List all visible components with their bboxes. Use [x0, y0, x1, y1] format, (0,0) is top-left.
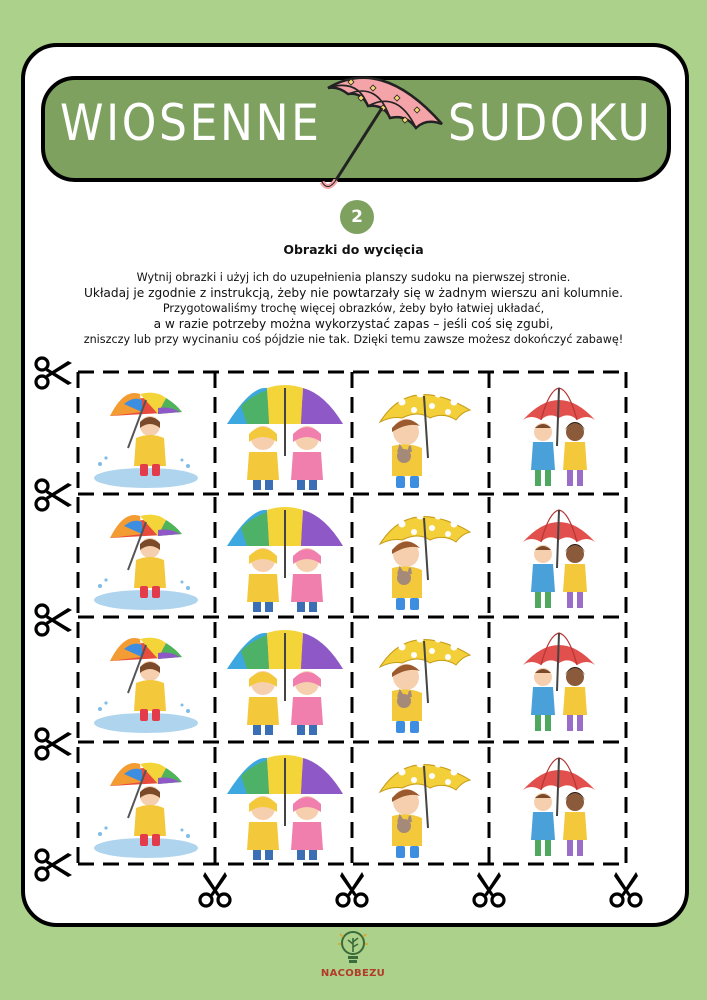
boy-yellow-umbrella-cat-picture [358, 376, 486, 494]
page-number-badge: 2 [340, 200, 374, 234]
scissors-icon [34, 848, 74, 882]
girl-rainbow-umbrella-puddle-picture [84, 746, 212, 864]
boy-yellow-umbrella-cat-picture [358, 621, 486, 739]
scissors-icon [335, 872, 369, 910]
girl-rainbow-umbrella-puddle-picture [84, 376, 212, 494]
scissors-icon [34, 478, 74, 512]
scissors-icon [34, 356, 74, 390]
instruction-line: zniszczy lub przy wycinaniu coś pójdzie nie tak. Dzięki temu zawsze możesz dokończyć zabawę! [83, 333, 624, 346]
two-kids-red-umbrella-picture [495, 498, 623, 616]
two-girls-rainbow-umbrella-picture [221, 498, 349, 616]
boy-yellow-umbrella-cat-picture [358, 498, 486, 616]
two-kids-red-umbrella-picture [495, 376, 623, 494]
scissors-icon [609, 872, 643, 910]
scissors-icon [472, 872, 506, 910]
two-girls-rainbow-umbrella-picture [221, 746, 349, 864]
title-right: SUDOKU [448, 94, 653, 152]
umbrella-icon [318, 68, 446, 194]
instruction-line: Przygotowaliśmy trochę więcej obrazków, żeby było łatwiej układać, [162, 302, 545, 315]
instruction-line: a w razie potrzeby można wykorzystać zapas – jeśli coś się zgubi, [153, 316, 554, 331]
subtitle: Obrazki do wycięcia [283, 242, 424, 257]
instruction-line: Wytnij obrazki i użyj ich do uzupełnienia planszy sudoku na pierwszej stronie. [136, 271, 571, 284]
title-left: WIOSENNE [60, 94, 322, 152]
lightbulb-tree-icon [338, 930, 368, 966]
two-kids-red-umbrella-picture [495, 746, 623, 864]
scissors-icon [198, 872, 232, 910]
scissors-icon [34, 727, 74, 761]
instructions [30, 270, 677, 348]
nacobezu-logo [318, 928, 388, 988]
logo-text: NACOBEZU [320, 968, 386, 979]
girl-rainbow-umbrella-puddle-picture [84, 498, 212, 616]
two-girls-rainbow-umbrella-picture [221, 376, 349, 494]
instruction-line: Układaj je zgodnie z instrukcją, żeby nie powtarzały się w żadnym wierszu ani kolumnie. [83, 285, 624, 300]
boy-yellow-umbrella-cat-picture [358, 746, 486, 864]
two-kids-red-umbrella-picture [495, 621, 623, 739]
two-girls-rainbow-umbrella-picture [221, 621, 349, 739]
scissors-icon [34, 603, 74, 637]
girl-rainbow-umbrella-puddle-picture [84, 621, 212, 739]
